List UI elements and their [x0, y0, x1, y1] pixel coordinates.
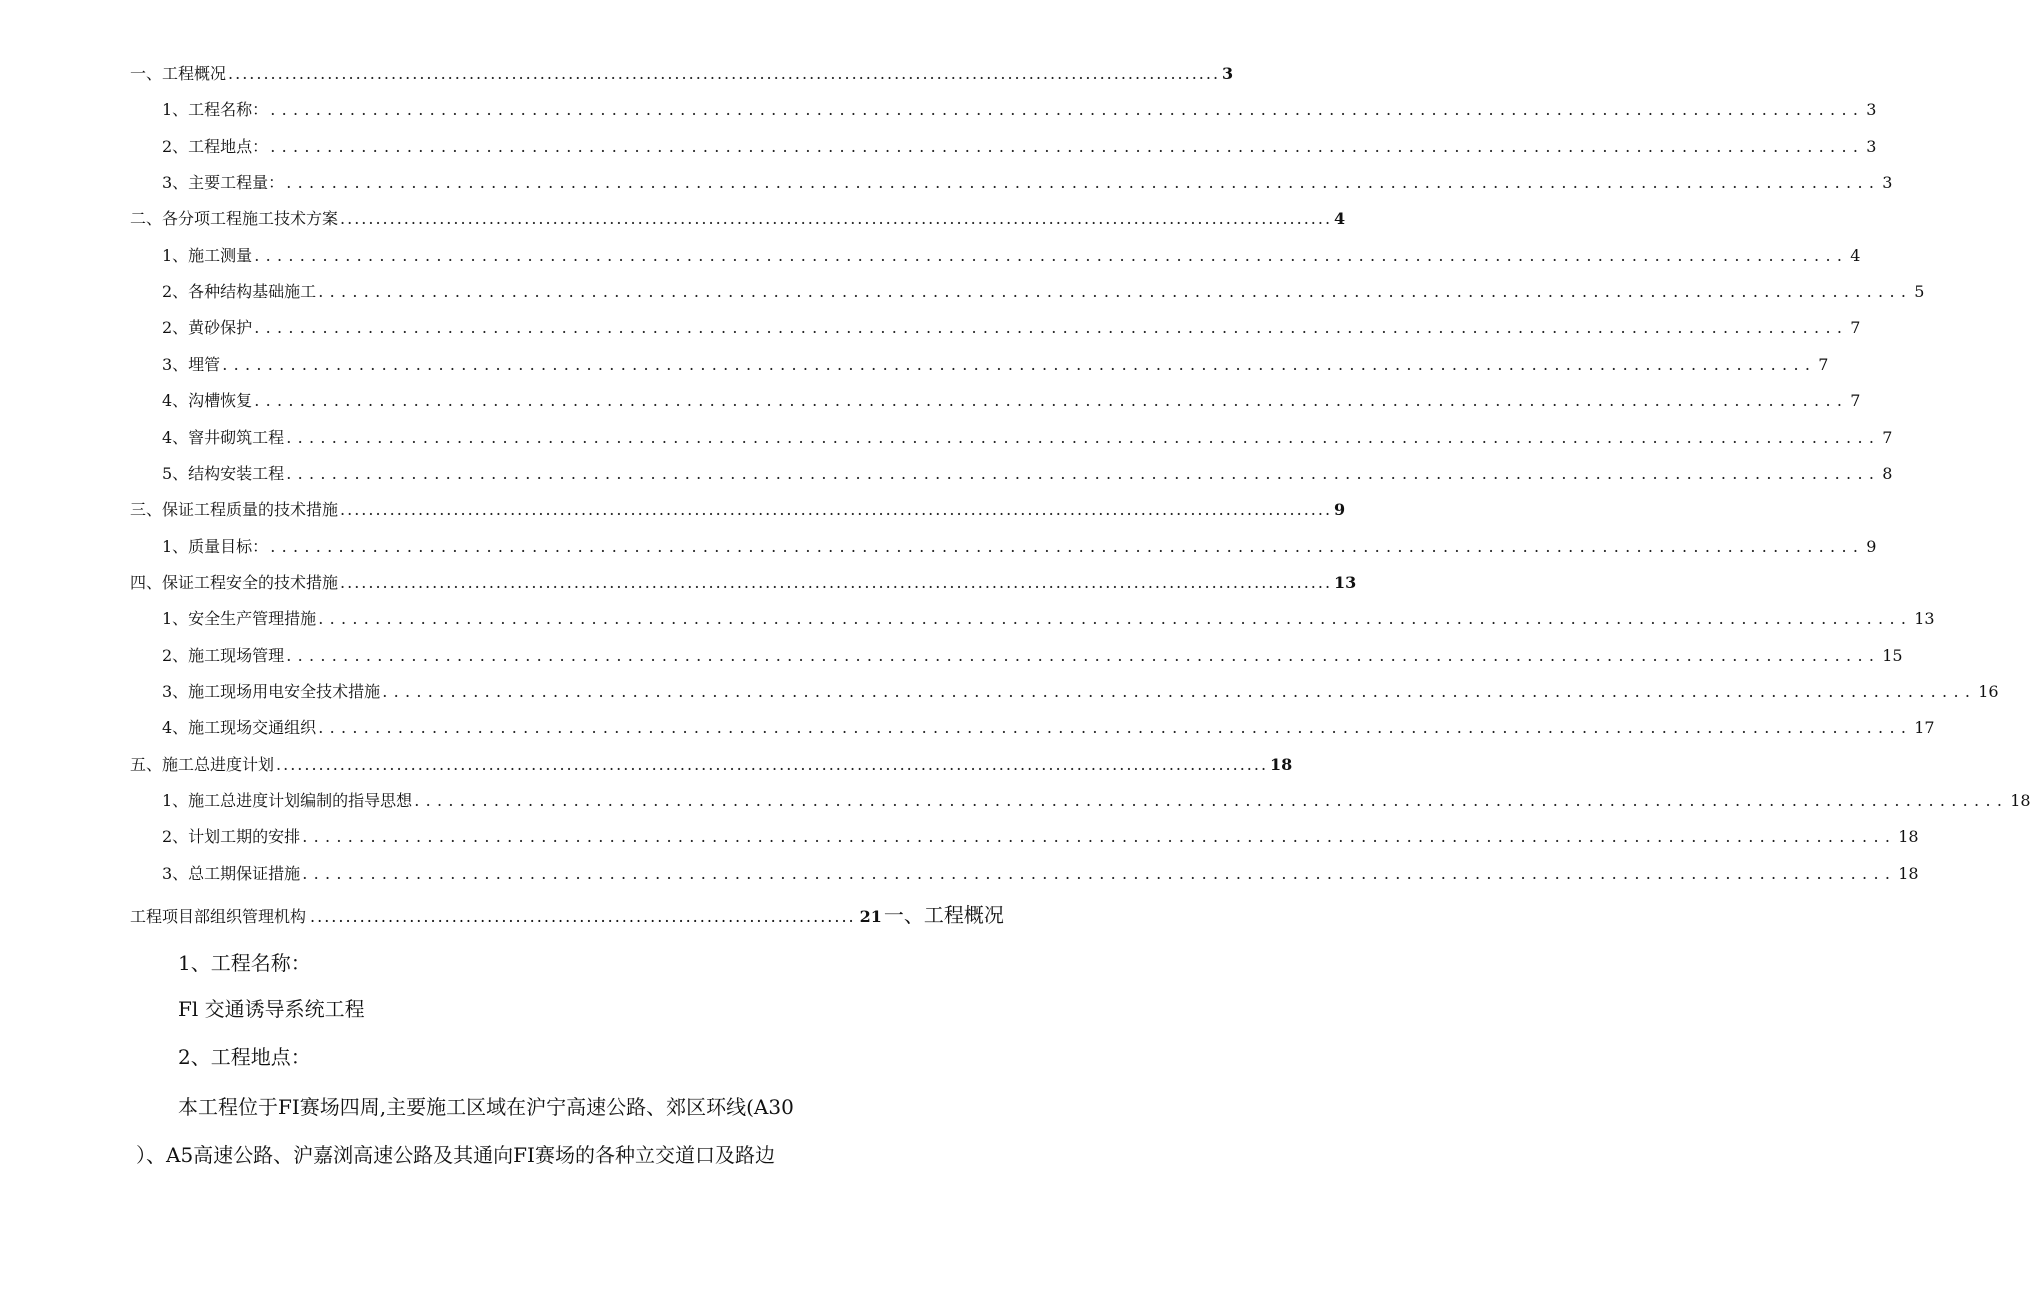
- paragraph-line-2: ）、A5高速公路、沪嘉浏高速公路及其通向FI赛场的各种立交道口及路边: [136, 1143, 775, 1167]
- toc-entry-text: 4、施工现场交通组织: [162, 718, 317, 737]
- toc-leader-dots: ............................................................................................................................................: [340, 500, 1333, 519]
- toc-section-entry[interactable]: [162, 137, 1877, 157]
- toc-entry-text: 工程项目部组织管理机构: [130, 907, 307, 926]
- toc-leader-dots: ............................................................................................................................................: [382, 682, 1977, 701]
- subheading-project-location: 2、工程地点：: [178, 1045, 311, 1069]
- toc-entry-page: 21: [859, 907, 882, 926]
- toc-entry-text: 二、各分项工程施工技术方案: [130, 209, 339, 228]
- toc-entry-page: 9: [1334, 500, 1346, 519]
- toc-entry-page: 7: [1850, 391, 1861, 410]
- paragraph-line-1: 本工程位于FI赛场四周,主要施工区域在沪宁高速公路、郊区环线(A30: [178, 1095, 794, 1119]
- toc-leader-dots: ............................................................................................................................................: [286, 464, 1881, 483]
- toc-leader-dots: ............................................................................................................................................: [286, 428, 1881, 447]
- toc-leader-dots: ............................................................................................................................................: [254, 391, 1849, 410]
- toc-leader-dots: ............................................................................................................................................: [340, 573, 1333, 592]
- toc-entry-text: 2、施工现场管理: [162, 646, 285, 665]
- toc-section-entry[interactable]: [162, 173, 1893, 193]
- toc-entry-page: 5: [1914, 282, 1925, 301]
- toc-chapter-entry[interactable]: [130, 64, 1234, 84]
- toc-entry-text: 3、主要工程量：: [162, 173, 285, 192]
- toc-leader-dots: ............................................................................................................................................: [254, 246, 1849, 265]
- toc-entry-text: 2、黄砂保护: [162, 318, 253, 337]
- toc-entry-text: 3、埋管: [162, 355, 221, 374]
- toc-section-entry[interactable]: [162, 282, 1925, 302]
- toc-leader-dots: ............................................................................................................................................: [318, 282, 1913, 301]
- toc-entry-page: 3: [1866, 137, 1877, 156]
- toc-entry-page: 9: [1866, 537, 1877, 556]
- toc-section-entry[interactable]: [162, 864, 1919, 884]
- toc-entry-text: 五、施工总进度计划: [130, 755, 275, 774]
- toc-leader-dots: ............................................................................................................................................: [270, 100, 1865, 119]
- toc-leader-dots: ............................................................................................................................................: [414, 791, 2009, 810]
- toc-entry-text: 4、沟槽恢复: [162, 391, 253, 410]
- toc-section-entry[interactable]: [162, 718, 1935, 738]
- toc-entry-page: 13: [1334, 573, 1357, 592]
- toc-section-entry[interactable]: [162, 428, 1893, 448]
- toc-entry-text: 5、结构安装工程: [162, 464, 285, 483]
- toc-entry-page: 18: [1898, 864, 1919, 883]
- toc-leader-dots: ............................................................................................................................................: [254, 318, 1849, 337]
- toc-section-entry[interactable]: [162, 391, 1861, 411]
- toc-entry-text: 3、总工期保证措施: [162, 864, 301, 883]
- toc-entry-text: 1、施工总进度计划编制的指导思想: [162, 791, 413, 810]
- toc-entry-page: 18: [1270, 755, 1293, 774]
- toc-section-entry[interactable]: [162, 827, 1919, 847]
- toc-entry-page: 7: [1850, 318, 1861, 337]
- toc-leader-dots: ............................................................................................................................................: [318, 718, 1913, 737]
- toc-entry-text: 三、保证工程质量的技术措施: [130, 500, 339, 519]
- toc-leader-dots: .............................................................................: [310, 907, 856, 926]
- toc-leader-dots: ............................................................................................................................................: [270, 537, 1865, 556]
- toc-section-entry[interactable]: [162, 682, 1999, 702]
- toc-section-entry[interactable]: [162, 646, 1903, 666]
- toc-entry-text: 1、工程名称：: [162, 100, 269, 119]
- toc-chapter-entry[interactable]: [130, 209, 1346, 229]
- toc-leader-dots: ............................................................................................................................................: [340, 209, 1333, 228]
- toc-leader-dots: ............................................................................................................................................: [270, 137, 1865, 156]
- toc-entry-text: 四、保证工程安全的技术措施: [130, 573, 339, 592]
- toc-leader-dots: ............................................................................................................................................: [318, 609, 1913, 628]
- toc-entry-page: 18: [1898, 827, 1919, 846]
- toc-leader-dots: ............................................................................................................................................: [286, 173, 1881, 192]
- toc-leader-dots: ............................................................................................................................................: [302, 864, 1897, 883]
- toc-entry-last[interactable]: [130, 903, 1004, 929]
- toc-leader-dots: ............................................................................................................................................: [222, 355, 1817, 374]
- toc-entry-text: 2、计划工期的安排: [162, 827, 301, 846]
- toc-entry-page: 3: [1222, 64, 1234, 83]
- toc-section-entry[interactable]: [162, 609, 1935, 629]
- toc-entry-text: 2、各种结构基础施工: [162, 282, 317, 301]
- toc-section-entry[interactable]: [162, 318, 1861, 338]
- toc-leader-dots: ............................................................................................................................................: [286, 646, 1881, 665]
- toc-entry-page: 18: [2010, 791, 2031, 810]
- toc-entry-page: 15: [1882, 646, 1903, 665]
- toc-entry-text: 1、安全生产管理措施: [162, 609, 317, 628]
- project-name-text: Fl 交通诱导系统工程: [178, 997, 365, 1021]
- toc-section-entry[interactable]: [162, 246, 1861, 266]
- toc-entry-page: 4: [1850, 246, 1861, 265]
- toc-entry-page: 13: [1914, 609, 1935, 628]
- toc-entry-text: 一、工程概况: [130, 64, 227, 83]
- toc-leader-dots: ............................................................................................................................................: [276, 755, 1269, 774]
- toc-section-entry[interactable]: [162, 100, 1877, 120]
- toc-section-entry[interactable]: [162, 537, 1877, 557]
- toc-chapter-entry[interactable]: [130, 573, 1357, 593]
- toc-section-entry[interactable]: [162, 791, 2031, 811]
- toc-entry-page: 3: [1866, 100, 1877, 119]
- toc-chapter-entry[interactable]: [130, 500, 1346, 520]
- toc-entry-page: 16: [1978, 682, 1999, 701]
- toc-entry-text: 1、施工测量: [162, 246, 253, 265]
- toc-leader-dots: ............................................................................................................................................: [228, 64, 1221, 83]
- toc-entry-page: 3: [1882, 173, 1893, 192]
- toc-section-entry[interactable]: [162, 355, 1829, 375]
- toc-entry-page: 17: [1914, 718, 1935, 737]
- section-heading: 一、工程概况: [883, 903, 1004, 927]
- toc-chapter-entry[interactable]: [130, 755, 1293, 775]
- toc-leader-dots: ............................................................................................................................................: [302, 827, 1897, 846]
- subheading-project-name: 1、工程名称：: [178, 951, 311, 975]
- toc-entry-page: 7: [1882, 428, 1893, 447]
- toc-entry-text: 3、施工现场用电安全技术措施: [162, 682, 381, 701]
- toc-entry-text: 4、窨井砌筑工程: [162, 428, 285, 447]
- toc-entry-text: 2、工程地点：: [162, 137, 269, 156]
- toc-entry-text: 1、质量目标：: [162, 537, 269, 556]
- toc-section-entry[interactable]: [162, 464, 1893, 484]
- toc-entry-page: 4: [1334, 209, 1346, 228]
- toc-entry-page: 7: [1818, 355, 1829, 374]
- toc-entry-page: 8: [1882, 464, 1893, 483]
